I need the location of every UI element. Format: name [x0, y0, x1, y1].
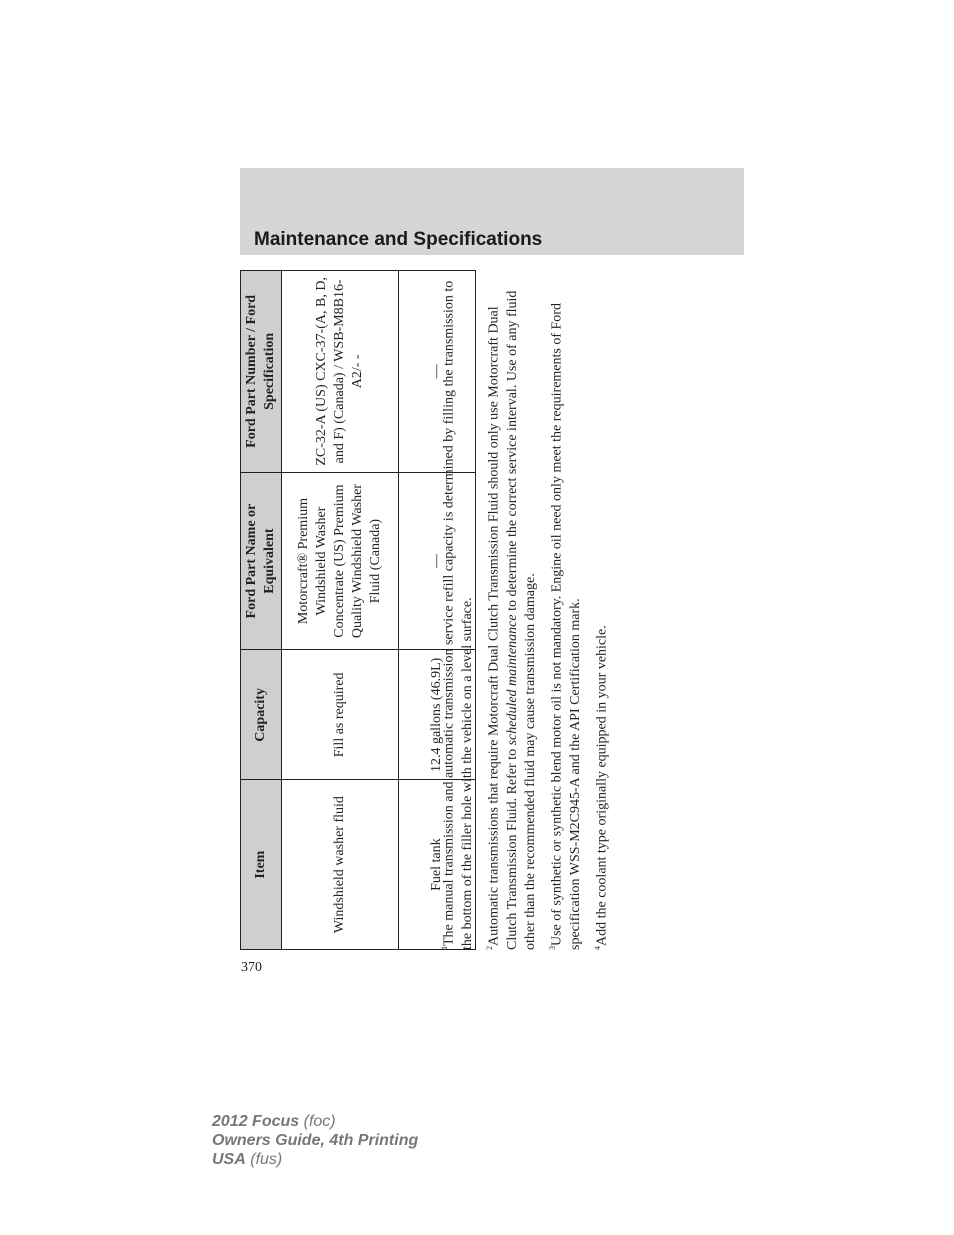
footnote-text: Automatic transmissions that require Motorcraft Dual Clutch Transmission Fluid should only use Motorcraft Dual Clutch Transmission Fluid. Refer to: [486, 306, 520, 950]
rotated-content: [240, 270, 620, 950]
column-header-capacity: Capacity: [241, 650, 282, 780]
footnote-marker: 4: [593, 946, 603, 950]
footnotes: [436, 270, 616, 950]
footer-region: USA: [212, 1151, 246, 1168]
footnote-marker: 1: [440, 946, 449, 950]
footer-line-region: [212, 1150, 418, 1169]
table-row: [282, 271, 399, 950]
footnote-2: [481, 270, 540, 950]
table-header-row: [241, 271, 282, 950]
document-footer: [212, 1112, 418, 1169]
column-header-part-name: Ford Part Name or Equivalent: [241, 472, 282, 650]
footnote-text: to determine the correct service interval. Use of any fluid other than the recommended fluid may cause transmission damage.: [504, 290, 539, 950]
footer-model: 2012 Focus: [212, 1113, 300, 1130]
cell-part-name: —: [399, 472, 476, 650]
footnote-3: [544, 270, 585, 950]
column-header-item: Item: [241, 780, 282, 950]
footnote-reference: scheduled maintenance: [504, 614, 520, 746]
section-title: Maintenance and Specifications: [254, 229, 543, 250]
cell-part-number: ZC-32-A (US) CXC-37-(A, B, D, and F) (Canada) / WSB-M8B16-A2/- -: [282, 271, 399, 473]
section-header-band: [240, 168, 744, 255]
footer-edition: Owners Guide, 4th Printing: [212, 1132, 419, 1149]
footer-region-code: (fus): [250, 1151, 283, 1168]
footnote-marker: 2: [485, 946, 495, 950]
footnote-1: [436, 270, 477, 950]
cell-capacity: Fill as required: [282, 650, 399, 780]
footnote-4: [589, 270, 612, 950]
footer-line-edition: [212, 1131, 418, 1150]
page-number: 370: [241, 960, 262, 975]
cell-item: Windshield washer fluid: [282, 780, 399, 950]
footnote-text: The manual transmission and automatic transmission service refill capacity is determined by filling the transmission to the bottom of the filler hole with the vehicle on a level surface.: [441, 280, 475, 950]
footer-line-model: [212, 1112, 418, 1131]
column-header-part-number: Ford Part Number / Ford Specification: [241, 271, 282, 473]
footnote-text: Add the coolant type originally equipped in your vehicle.: [595, 625, 611, 946]
footer-model-code: (foc): [303, 1113, 336, 1130]
cell-item: Fuel tank: [399, 780, 476, 950]
footnote-marker: 3: [548, 946, 558, 950]
footnote-text: Use of synthetic or synthetic blend motor oil is not mandatory. Engine oil need only meet the requirements of Ford specification WSS-M2C945-A and the API Certification mark.: [549, 303, 584, 950]
cell-part-number: —: [399, 271, 476, 473]
cell-part-name: Motorcraft® Premium Windshield Washer Concentrate (US) Premium Quality Windshield Washer Fluid (Canada): [282, 472, 399, 650]
cell-capacity: 12.4 gallons (46.9L): [399, 650, 476, 780]
